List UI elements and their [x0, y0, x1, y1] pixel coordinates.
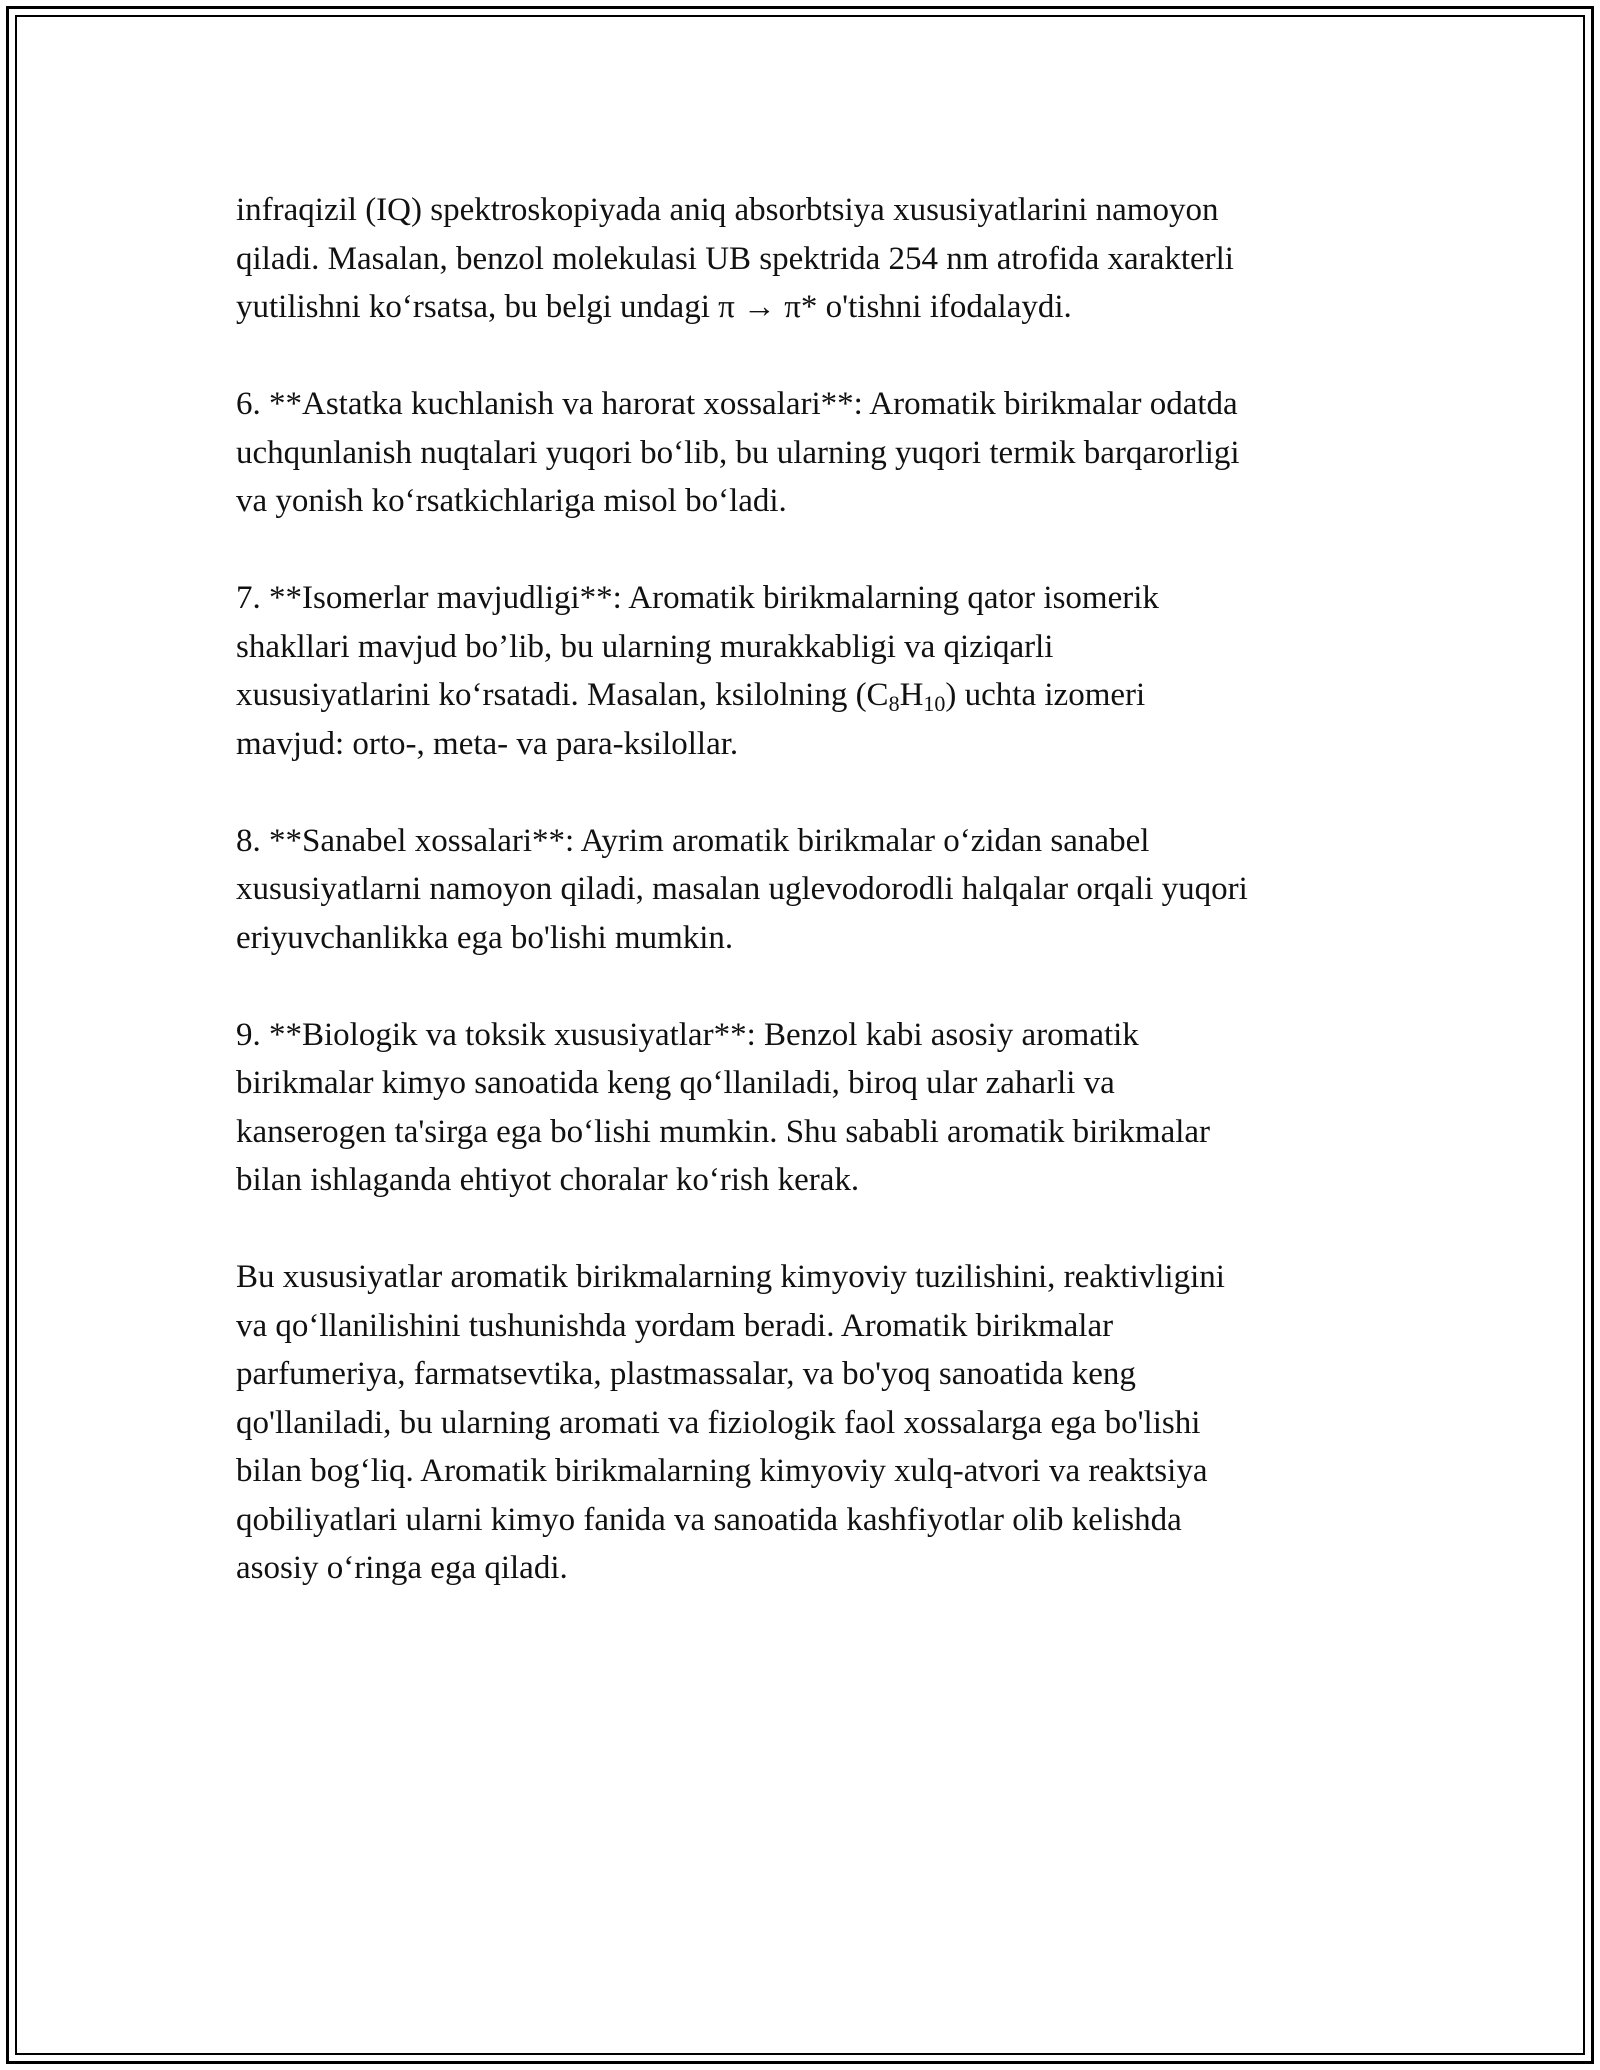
text-line: asosiy o‘ringa ega qiladi.: [236, 1550, 568, 1586]
text-line: birikmalar kimyo sanoatida keng qo‘llaniladi, biroq ular zaharli va: [236, 1065, 1115, 1101]
text-line: qiladi. Masalan, benzol molekulasi UB spektrida 254 nm atrofida xarakterli: [236, 240, 1234, 277]
paragraph-item-6: [236, 380, 1376, 526]
paragraph-item-8: [236, 817, 1376, 963]
text-line: eriyuvchanlikka ega bo'lishi mumkin.: [236, 919, 734, 956]
text-line: 6. **Astatka kuchlanish va harorat xossalari**: Aromatik birikmalar odatda: [236, 386, 1238, 422]
paragraph-item-9: [236, 1011, 1376, 1205]
text-line: va qo‘llanilishini tushunishda yordam beradi. Aromatik birikmalar: [236, 1307, 1114, 1344]
text-line: parfumeriya, farmatsevtika, plastmassalar, va bo'yoq sanoatida keng: [236, 1356, 1136, 1392]
text-line: bilan bog‘liq. Aromatik birikmalarning kimyoviy xulq-atvori va reaktsiya: [236, 1453, 1208, 1489]
text-line: qo'llaniladi, bu ularning aromati va fiziologik faol xossalarga ega bo'lishi: [236, 1404, 1201, 1441]
text-line: Bu xususiyatlar aromatik birikmalarning kimyoviy tuzilishini, reaktivligini: [236, 1259, 1225, 1295]
text-line: 8. **Sanabel xossalari**: Ayrim aromatik birikmalar o‘zidan sanabel: [236, 822, 1150, 859]
formula-hydrogen: H: [899, 677, 924, 713]
text-line: kanserogen ta'sirga ega bo‘lishi mumkin. Shu sababli aromatik birikmalar: [236, 1113, 1211, 1150]
formula-text-before: xususiyatlarini ko‘rsatadi. Masalan, ksilolning (C: [236, 677, 889, 713]
paragraph-conclusion: [236, 1253, 1376, 1593]
paragraph-item-7: [236, 574, 1376, 768]
formula-line: [236, 671, 1376, 720]
text-line: 9. **Biologik va toksik xususiyatlar**: Benzol kabi asosiy aromatik: [236, 1016, 1139, 1053]
text-line: mavjud: orto-, meta- va para-ksilollar.: [236, 725, 739, 762]
text-line: xususiyatlarni namoyon qiladi, masalan uglevodorodli halqalar orqali yuqori: [236, 871, 1248, 907]
text-line: yutilishni ko‘rsatsa, bu belgi undagi π → π* o'tishni ifodalaydi.: [236, 289, 1072, 325]
text-line: uchqunlanish nuqtalari yuqori bo‘lib, bu ularning yuqori termik barqarorligi: [236, 434, 1240, 471]
text-line: bilan ishlaganda ehtiyot choralar ko‘rish kerak.: [236, 1162, 860, 1198]
text-line: infraqizil (IQ) spektroskopiyada aniq absorbtsiya xususiyatlarini namoyon: [236, 192, 1219, 228]
text-line: qobiliyatlari ularni kimyo fanida va sanoatida kashfiyotlar olib kelishda: [236, 1501, 1182, 1538]
subscript-carbon-count: 8: [888, 691, 900, 716]
text-line: 7. **Isomerlar mavjudligi**: Aromatik birikmalarning qator isomerik: [236, 580, 1159, 616]
paragraph-ir-spectroscopy: [236, 186, 1376, 332]
formula-text-after: ) uchta izomeri: [945, 677, 1146, 713]
text-line: shakllari mavjud bo’lib, bu ularning murakkabligi va qiziqarli: [236, 628, 1054, 665]
subscript-hydrogen-count: 10: [923, 691, 946, 716]
document-body: [236, 186, 1376, 1593]
text-line: va yonish ko‘rsatkichlariga misol bo‘ladi.: [236, 483, 787, 519]
